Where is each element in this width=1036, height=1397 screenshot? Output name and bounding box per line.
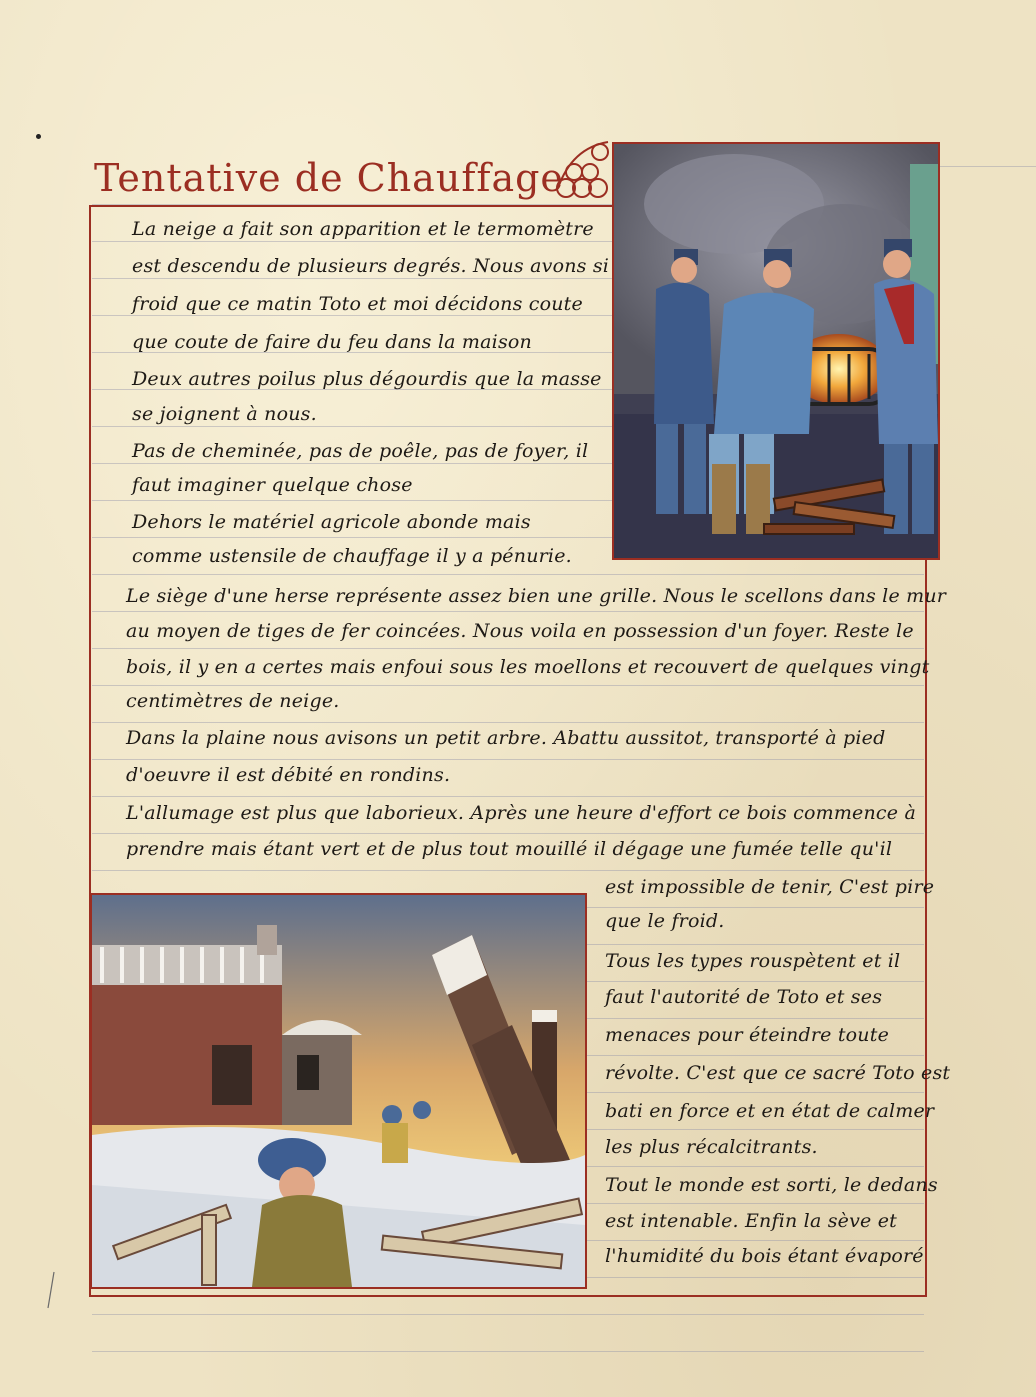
- ruled-line: [940, 166, 1036, 167]
- text-line: l'humidité du bois étant évaporé: [605, 1245, 924, 1267]
- text-line: au moyen de tiges de fer coincées. Nous voila en possession d'un foyer. Reste le: [126, 620, 914, 642]
- text-line: est impossible de tenir, C'est pire: [605, 876, 935, 898]
- text-line: est intenable. Enfin la sève et: [605, 1210, 898, 1232]
- ink-dot: [36, 134, 41, 139]
- text-line: faut imaginer quelque chose: [132, 474, 413, 496]
- text-line: d'oeuvre il est débité en rondins.: [126, 764, 451, 786]
- text-line: Dans la plaine nous avisons un petit arbre. Abattu aussitot, transporté à pied: [126, 727, 886, 749]
- text-line: comme ustensile de chauffage il y a pénurie.: [132, 545, 572, 567]
- ruled-line: [92, 1314, 924, 1315]
- text-line: révolte. C'est que ce sacré Toto est: [605, 1062, 951, 1084]
- text-line: menaces pour éteindre toute: [605, 1024, 890, 1046]
- text-line: bois, il y en a certes mais enfoui sous les moellons et recouvert de quelques vingt: [126, 656, 930, 678]
- wheel-ornament-icon: [552, 138, 612, 200]
- text-line: Tout le monde est sorti, le dedans: [605, 1174, 938, 1196]
- pencil-mark-icon: [46, 1270, 56, 1310]
- text-line: que coute de faire du feu dans la maison: [132, 331, 532, 353]
- illustration-fire-soldiers: [612, 142, 940, 560]
- text-line: bati en force et en état de calmer: [605, 1100, 935, 1122]
- page-title: Tentative de Chauffage: [94, 156, 564, 200]
- text-line: que le froid.: [605, 910, 725, 932]
- text-line: La neige a fait son apparition et le termomètre: [132, 218, 594, 240]
- illustration-ruined-village: [90, 893, 587, 1289]
- text-line: les plus récalcitrants.: [605, 1136, 818, 1158]
- text-line: prendre mais étant vert et de plus tout mouillé il dégage une fumée telle qu'il: [126, 838, 893, 860]
- text-line: L'allumage est plus que laborieux. Après une heure d'effort ce bois commence à: [126, 802, 916, 824]
- text-line: centimètres de neige.: [126, 690, 340, 712]
- text-line: Tous les types rouspètent et il: [605, 950, 901, 972]
- text-line: Le siège d'une herse représente assez bien une grille. Nous le scellons dans le mur: [126, 585, 947, 607]
- text-line: se joignent à nous.: [132, 403, 317, 425]
- text-line: Pas de cheminée, pas de poêle, pas de foyer, il: [132, 440, 589, 462]
- ruled-line: [92, 1351, 924, 1352]
- text-line: Dehors le matériel agricole abonde mais: [132, 511, 531, 533]
- text-line: est descendu de plusieurs degrés. Nous avons si: [132, 255, 610, 277]
- text-line: Deux autres poilus plus dégourdis que la masse: [132, 368, 602, 390]
- text-line: faut l'autorité de Toto et ses: [605, 986, 883, 1008]
- text-line: froid que ce matin Toto et moi décidons coute: [132, 293, 583, 315]
